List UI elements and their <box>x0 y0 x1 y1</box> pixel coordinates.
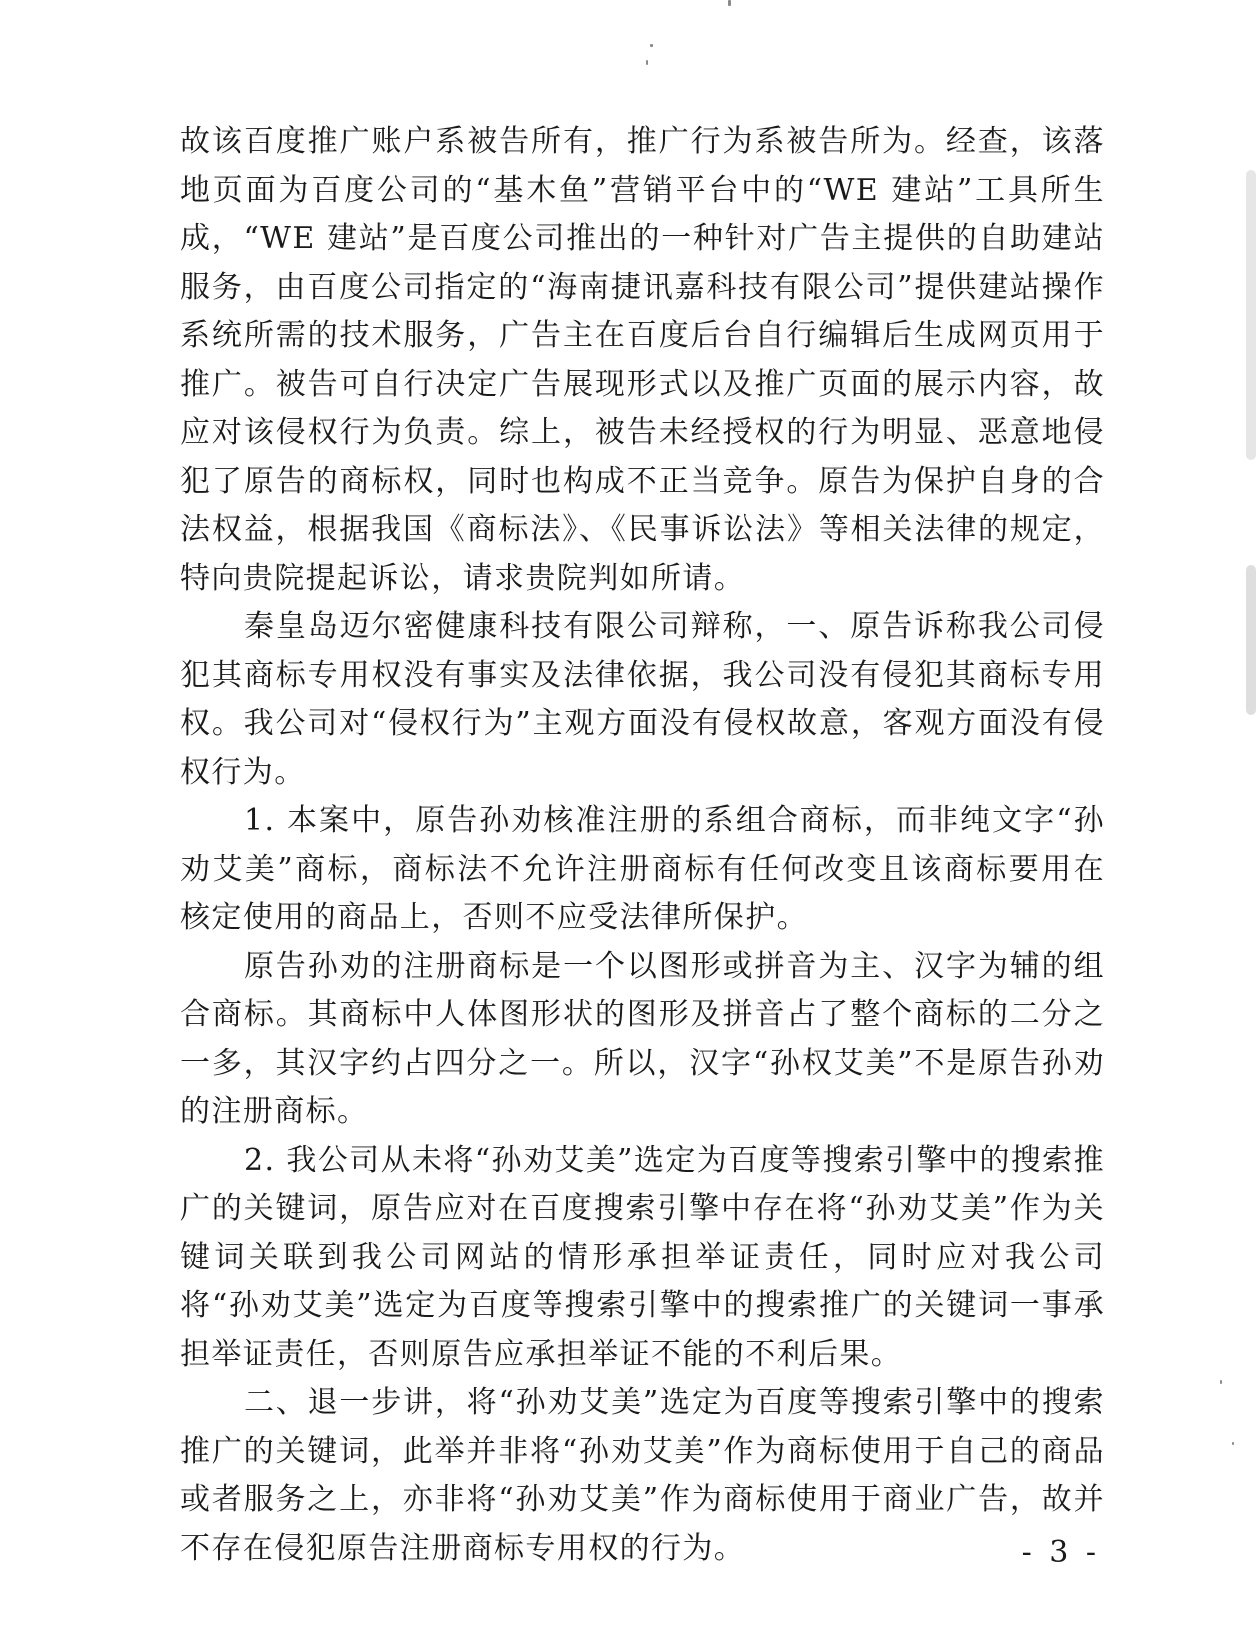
scrollbar-thumb[interactable] <box>1246 565 1256 715</box>
paragraph-6: 二、退一步讲，将“孙劝艾美”选定为百度等搜索引擎中的搜索推广的关键词，此举并非将“孙劝艾美”作为商标使用于自己的商品或者服务之上，亦非将“孙劝艾美”作为商标使用于商业广告，故并不存在侵犯原告注册商标专用权的行为。 <box>180 1385 1105 1566</box>
document-body <box>180 118 1105 1573</box>
scan-mark <box>646 60 648 65</box>
scan-mark <box>728 0 731 6</box>
paragraph-3: 1. 本案中，原告孙劝核准注册的系组合商标，而非纯文字“孙劝艾美”商标，商标法不允许注册商标有任何改变且该商标要用在核定使用的商品上，否则不应受法律所保护。 <box>180 803 1105 935</box>
paragraph-4: 原告孙劝的注册商标是一个以图形或拼音为主、汉字为辅的组合商标。其商标中人体图形状的图形及拼音占了整个商标的二分之一多，其汉字约占四分之一。所以，汉字“孙权艾美”不是原告孙劝的注册商标。 <box>180 948 1105 1129</box>
scan-mark <box>650 44 653 47</box>
paragraph-2: 秦皇岛迈尔密健康科技有限公司辩称，一、原告诉称我公司侵犯其商标专用权没有事实及法律依据，我公司没有侵犯其商标专用权。我公司对“侵权行为”主观方面没有侵权故意，客观方面没有侵权行为。 <box>180 609 1105 790</box>
paragraph-1: 故该百度推广账户系被告所有，推广行为系被告所为。经查，该落地页面为百度公司的“基木鱼”营销平台中的“WE 建站”工具所生成，“WE 建站”是百度公司推出的一种针对广告主提供的自助建站服务，由百度公司指定的“海南捷讯嘉科技有限公司”提供建站操作系统所需的技术服务，广告主在百度后台自行编辑后生成网页用于推广。被告可自行决定广告展现形式以及推广页面的展示内容，故应对该侵权行为负责。综上，被告未经授权的行为明显、恶意地侵犯了原告的商标权，同时也构成不正当竞争。原告为保护自身的合法权益，根据我国《商标法》、《民事诉讼法》等相关法律的规定，特向贵院提起诉讼，请求贵院判如所请。 <box>180 124 1105 596</box>
scan-mark <box>1232 1442 1234 1445</box>
paragraph-5: 2. 我公司从未将“孙劝艾美”选定为百度等搜索引擎中的搜索推广的关键词，原告应对在百度搜索引擎中存在将“孙劝艾美”作为关键词关联到我公司网站的情形承担举证责任，同时应对我公司将“孙劝艾美”选定为百度等搜索引擎中的搜索推广的关键词一事承担举证责任，否则原告应承担举证不能的不利后果。 <box>180 1142 1105 1372</box>
scan-mark <box>1220 1380 1222 1384</box>
scrollbar-track[interactable] <box>1246 170 1256 460</box>
page-number: - 3 - <box>1021 1535 1100 1570</box>
